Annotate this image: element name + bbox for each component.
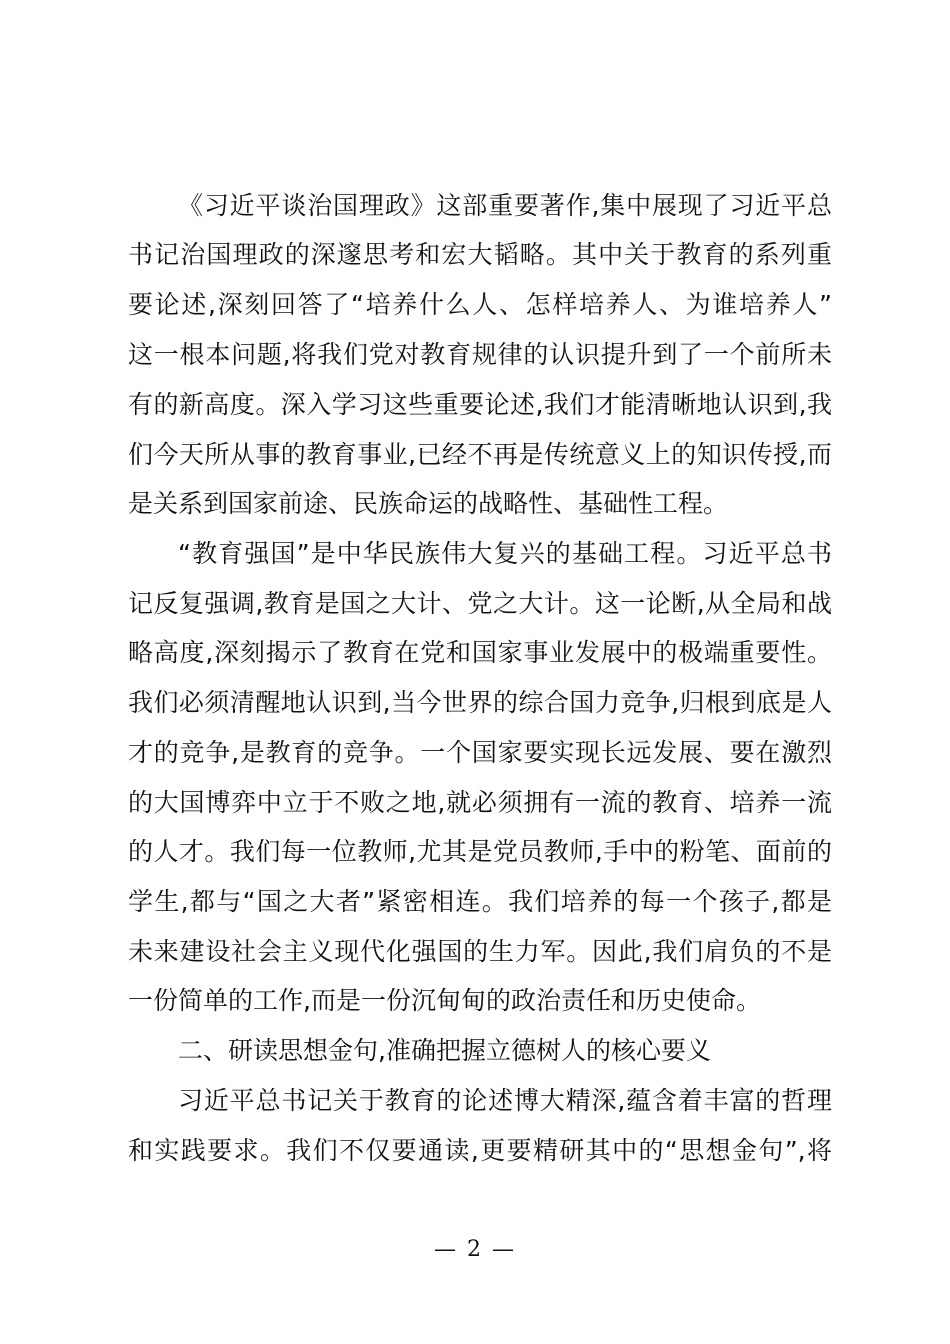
paragraph-2-line-8: 学生,都与“国之大者”紧密相连。我们培养的每一个孩子,都是 (128, 887, 832, 916)
paragraph-1-line-7: 是关系到国家前途、民族命运的战略性、基础性工程。 (128, 489, 729, 518)
paragraph-1-line-5: 有的新高度。深入学习这些重要论述,我们才能清晰地认识到,我 (128, 390, 832, 419)
paragraph-2-line-6: 的大国博弈中立于不败之地,就必须拥有一流的教育、培养一流 (128, 788, 832, 817)
page-number: — 2 — (434, 1237, 516, 1262)
paragraph-3-line-1: 习近平总书记关于教育的论述博大精深,蕴含着丰富的哲理 (178, 1086, 832, 1115)
paragraph-1-line-3: 要论述,深刻回答了“培养什么人、怎样培养人、为谁培养人” (128, 290, 832, 319)
paragraph-1-line-1: 《习近平谈治国理政》这部重要著作,集中展现了习近平总 (178, 191, 832, 220)
paragraph-2-line-9: 未来建设社会主义现代化强国的生力军。因此,我们肩负的不是 (128, 937, 832, 966)
paragraph-2-line-1: “教育强国”是中华民族伟大复兴的基础工程。习近平总书 (178, 539, 832, 568)
paragraph-1-line-6: 们今天所从事的教育事业,已经不再是传统意义上的知识传授,而 (128, 440, 832, 469)
paragraph-1-line-4: 这一根本问题,将我们党对教育规律的认识提升到了一个前所未 (128, 340, 832, 369)
paragraph-2-line-5: 才的竞争,是教育的竞争。一个国家要实现长远发展、要在激烈 (128, 738, 832, 767)
paragraph-1-line-2: 书记治国理政的深邃思考和宏大韬略。其中关于教育的系列重 (128, 240, 832, 269)
paragraph-2-line-4: 我们必须清醒地认识到,当今世界的综合国力竞争,归根到底是人 (128, 688, 832, 717)
paragraph-3-line-2: 和实践要求。我们不仅要通读,更要精研其中的“思想金句”,将 (128, 1136, 832, 1165)
paragraph-2-line-3: 略高度,深刻揭示了教育在党和国家事业发展中的极端重要性。 (128, 638, 832, 667)
paragraph-2-line-7: 的人才。我们每一位教师,尤其是党员教师,手中的粉笔、面前的 (128, 837, 832, 866)
paragraph-2-line-10: 一份简单的工作,而是一份沉甸甸的政治责任和历史使命。 (128, 986, 761, 1015)
section-heading: 二、研读思想金句,准确把握立德树人的核心要义 (178, 1036, 711, 1065)
paragraph-2-line-2: 记反复强调,教育是国之大计、党之大计。这一论断,从全局和战 (128, 589, 832, 618)
